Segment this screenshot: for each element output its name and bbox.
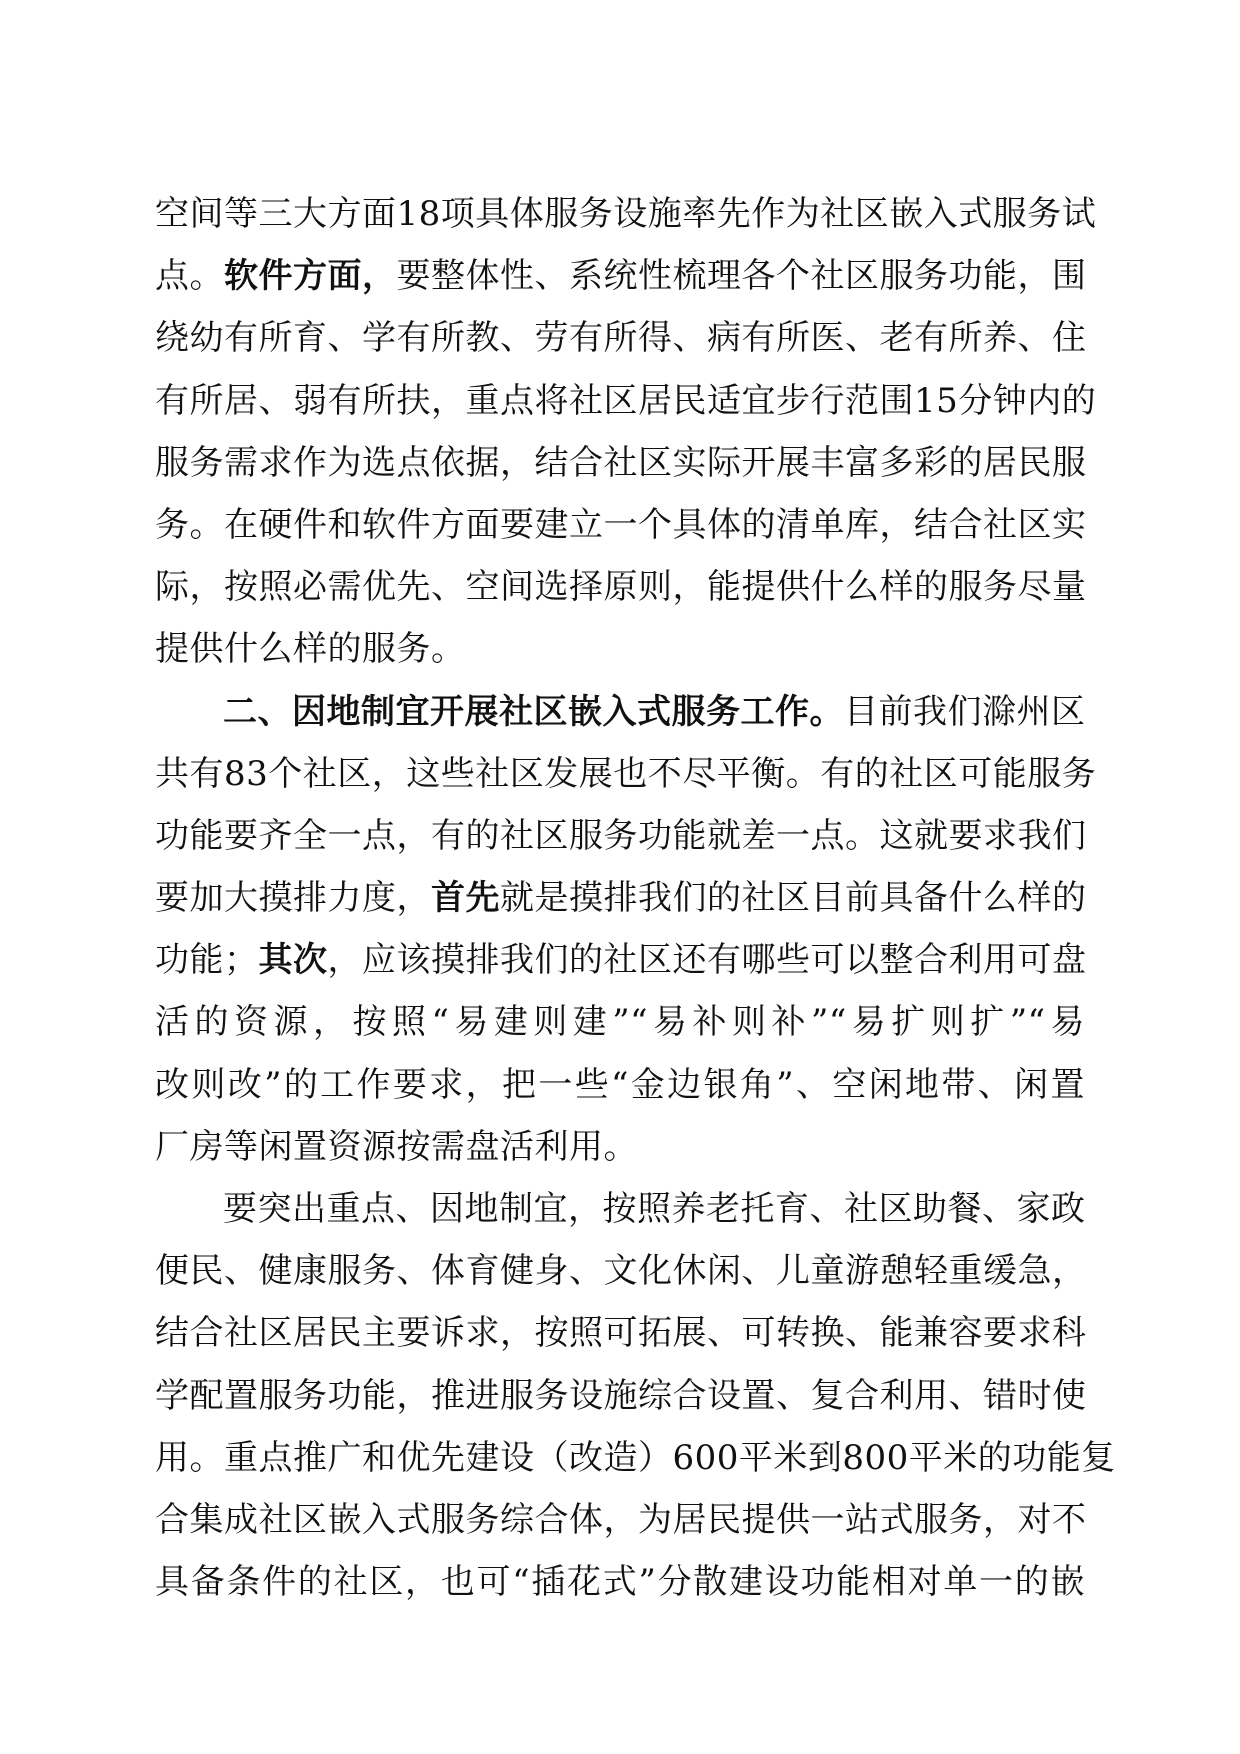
text-line [155, 1551, 1085, 1613]
text-run: ，应该摸排我们的社区还有哪些可以整合利用可盘 [327, 940, 1087, 981]
text-line [155, 1178, 1085, 1240]
text-run: 服务需求作为选点依据，结合社区实际开展丰富多彩的居民服 [155, 442, 1087, 483]
text-line [155, 991, 1085, 1053]
text-run: 功能； [155, 940, 259, 981]
bold-text-run: 二、因地制宜开展社区嵌入式服务工作。 [223, 691, 844, 732]
text-run: 空间等三大方面18项具体服务设施率先作为社区嵌入式服务试 [155, 194, 1097, 234]
text-run: 有所居、弱有所扶，重点将社区居民适宜步行范围15分钟内的 [155, 380, 1097, 421]
text-line [155, 1116, 1085, 1178]
text-run: 点。 [155, 256, 224, 297]
text-line [155, 1054, 1085, 1116]
text-run: 功能要齐全一点，有的社区服务功能就差一点。这就要求我们 [155, 815, 1087, 856]
text-line [155, 743, 1097, 805]
text-line [155, 494, 1085, 556]
text-line [155, 1489, 1085, 1551]
text-run: 际，按照必需优先、空间选择原则，能提供什么样的服务尽量 [155, 567, 1087, 608]
text-run: 具备条件的社区，也可“插花式”分散建设功能相对单一的嵌 [155, 1562, 1085, 1603]
text-line [155, 245, 1085, 307]
bold-text-run: 软件方面， [224, 256, 397, 297]
text-run: 就是摸排我们的社区目前具备什么样的 [500, 878, 1087, 919]
text-line [155, 183, 1097, 245]
text-run: 用。重点推广和优先建设（改造）600平米到800平米的功能复 [155, 1437, 1116, 1478]
text-line [155, 929, 1085, 991]
text-line [155, 370, 1097, 432]
bold-text-run: 首先 [431, 878, 500, 919]
body-text [155, 183, 1116, 1613]
text-line [155, 432, 1085, 494]
text-run: 要加大摸排力度， [155, 878, 431, 919]
text-run: 改则改”的工作要求，把一些“金边银角”、空闲地带、闲置 [155, 1064, 1085, 1105]
text-run: 绕幼有所育、学有所教、劳有所得、病有所医、老有所养、住 [155, 318, 1087, 359]
text-run: 要突出重点、因地制宜，按照养老托育、社区助餐、家政 [223, 1189, 1086, 1229]
text-run: 要整体性、系统性梳理各个社区服务功能，围 [396, 256, 1087, 297]
text-run: 结合社区居民主要诉求，按照可拓展、可转换、能兼容要求科 [155, 1313, 1087, 1354]
text-run: 厂房等闲置资源按需盘活利用。 [155, 1126, 638, 1167]
text-line [155, 805, 1085, 867]
text-run: 合集成社区嵌入式服务综合体，为居民提供一站式服务，对不 [155, 1499, 1087, 1540]
text-line [155, 556, 1085, 618]
text-run: 共有83个社区，这些社区发展也不尽平衡。有的社区可能服务 [155, 753, 1097, 794]
text-line [155, 1365, 1085, 1427]
text-line [155, 1240, 1085, 1302]
text-run: 提供什么样的服务。 [155, 629, 466, 670]
text-run: 便民、健康服务、体育健身、文化休闲、儿童游憩轻重缓急， [155, 1251, 1087, 1292]
text-line [155, 307, 1085, 369]
text-line [155, 867, 1085, 929]
text-run: 学配置服务功能，推进服务设施综合设置、复合利用、错时使 [155, 1375, 1087, 1416]
text-run: 活的资源，按照“易建则建”“易补则补”“易扩则扩”“易 [155, 1002, 1085, 1043]
text-line [155, 618, 1085, 680]
text-line [155, 1427, 1116, 1489]
text-line [155, 681, 1085, 743]
text-run: 务。在硬件和软件方面要建立一个具体的清单库，结合社区实 [155, 504, 1087, 545]
text-run: 目前我们滁州区 [844, 691, 1086, 732]
text-line [155, 1302, 1085, 1364]
bold-text-run: 其次 [258, 940, 328, 981]
